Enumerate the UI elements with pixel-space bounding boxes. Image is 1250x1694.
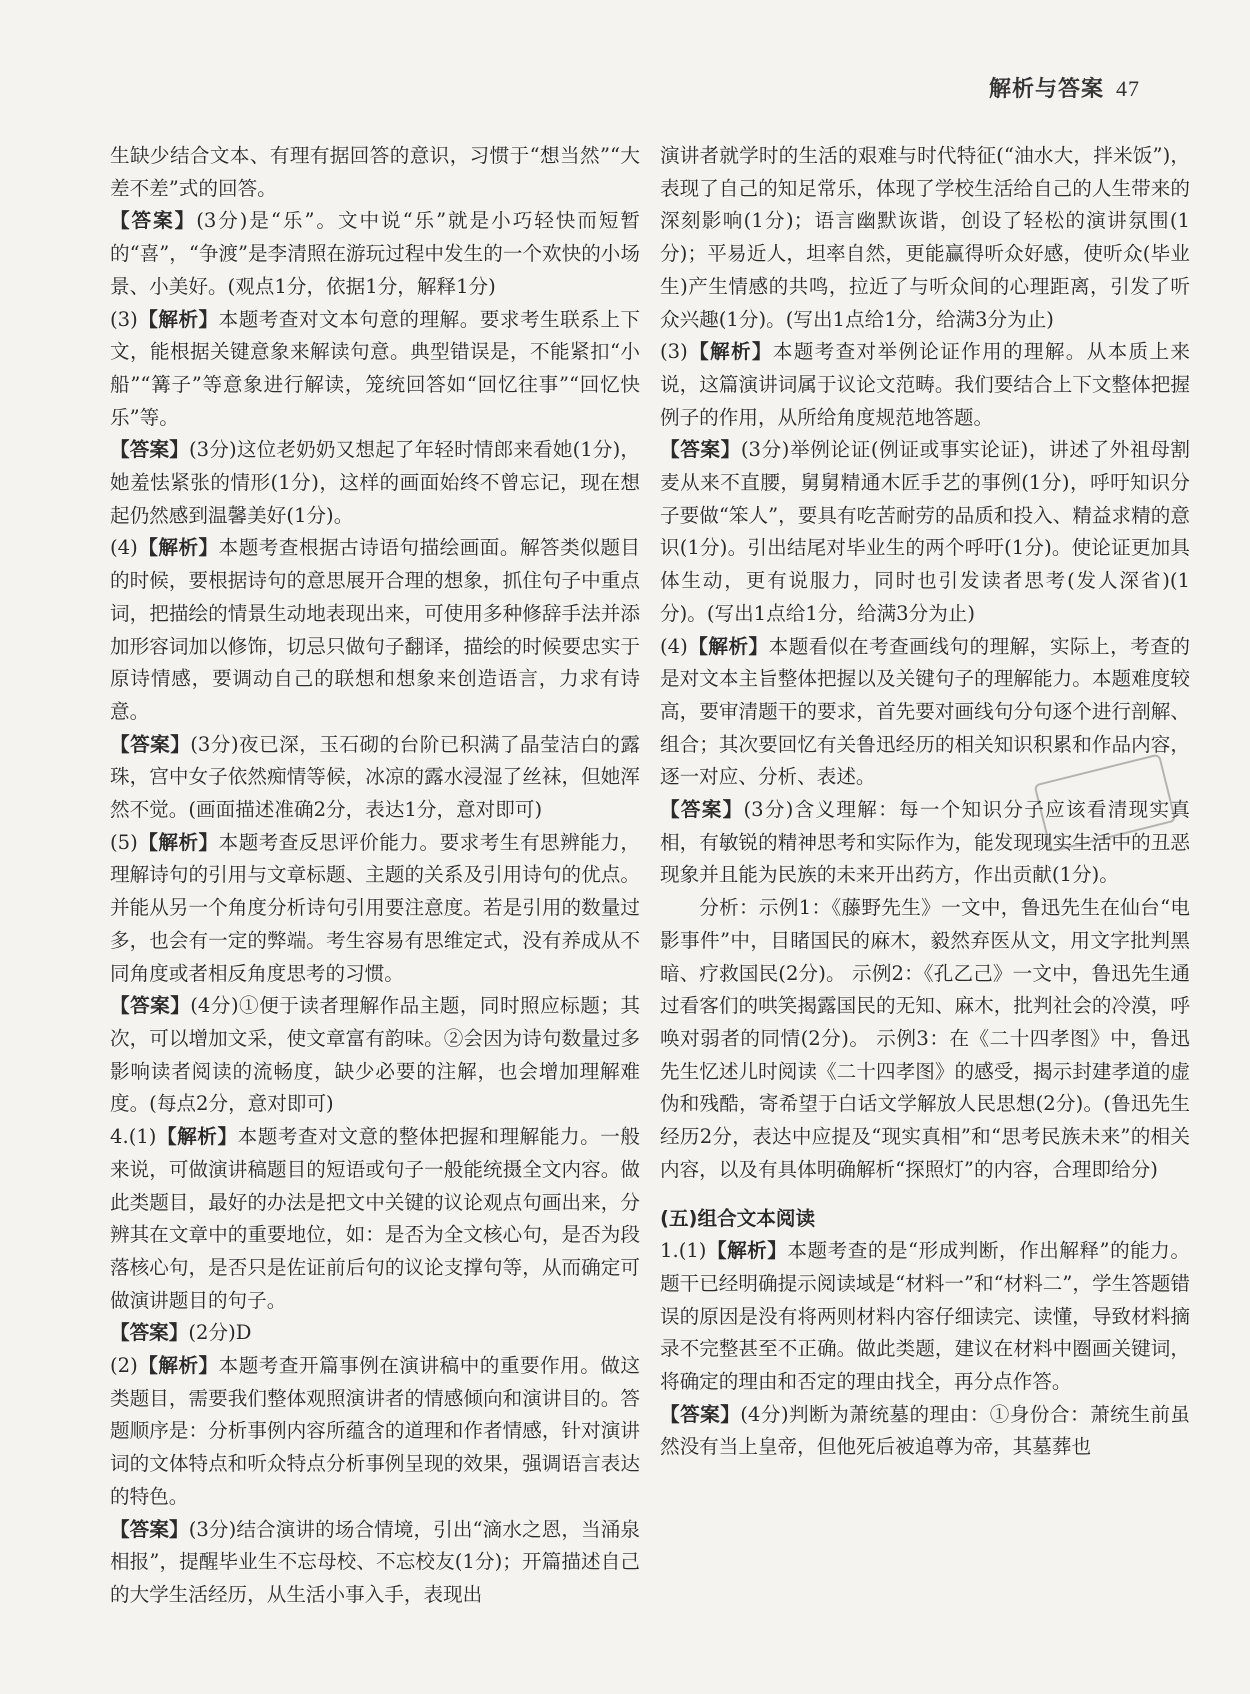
answer-tag: 【答案】: [110, 1517, 189, 1541]
paragraph-text: (4分)①便于读者理解作品主题，同时照应标题；其次，可以增加文采，使文章富有韵味。②会因为诗句数量过多影响读者阅读的流畅度，缺少必要的注解，也会增加理解难度。(每点2分，意对即可): [110, 994, 640, 1116]
paragraph-text: (3分)结合演讲的场合情境，引出“滴水之恩，当涌泉相报”，提醒毕业生不忘母校、不忘校友(1分)；开篇描述自己的大学生活经历，从生活小事入手，表现出: [110, 1517, 640, 1606]
answer-tag: 【解析】: [137, 307, 219, 331]
paragraph-text: (3分)含义理解：每一个知识分子应该看清现实真相，有敏锐的精神思考和实际作为，能发现现实生活中的丑恶现象并且能为民族的未来开出药方，作出贡献(1分)。: [660, 798, 1190, 887]
paragraph-text: 本题看似在考查画线句的理解，实际上，考查的是对文本主旨整体把握以及关键句子的理解能力。本题难度较高，要审清题干的要求，首先要对画线句分句逐个进行剖解、组合；其次要回忆有关鲁迅经历的相关知识积累和作品内容，逐一对应、分析、表述。: [660, 634, 1191, 789]
paragraph-text: (5): [110, 830, 138, 854]
paragraph-text: 本题考查对文意的整体把握和理解能力。一般来说，可做演讲稿题目的短语或句子一般能统摄全文内容。做此类题目，最好的办法是把文中关键的议论观点句画出来，分辨其在文章中的重要地位，如：是否为全文核心句，是否为段落核心句，是否只是佐证前后句的议论支撑句等，从而确定可做演讲题目的句子。: [110, 1125, 641, 1312]
answer-tag: 【答案】: [660, 438, 741, 462]
paragraph: [110, 1350, 640, 1514]
paragraph-text: (3分)是“乐”。文中说“乐”就是小巧轻快而短暂的“喜”，“争渡”是李清照在游玩过程中发生的一个欢快的小场景、小美好。(观点1分，依据1分，解释1分): [110, 209, 641, 298]
paragraph: [110, 827, 640, 991]
paragraph: [110, 1121, 640, 1317]
left-column: [110, 140, 640, 1612]
paragraph-text: (3分)夜已深，玉石砌的台阶已积满了晶莹洁白的露珠，宫中女子依然痴情等候，冰凉的露水浸湿了丝袜，但她浑然不觉。(画面描述准确2分，表达1分，意对即可): [110, 732, 640, 822]
paragraph-text: 1.(1): [660, 1239, 707, 1263]
paragraph-text: (3分)举例论证(例证或事实论证)，讲述了外祖母割麦从来不直腰，舅舅精通木匠手艺的事例(1分)，呼吁知识分子要做“笨人”，要具有吃苦耐劳的品质和投入、精益求精的意识(1分)。引出结尾对毕业生的两个呼吁(1分)。使论证更加具体生动，更有说服力，同时也引发读者思考(发人深省)(1分)。(写出1点给1分，给满3分为止): [660, 438, 1191, 625]
answer-tag: 【解析】: [137, 536, 219, 560]
answer-tag: 【答案】: [110, 994, 191, 1018]
paragraph-text: (4分)判断为萧统墓的理由：①身份合：萧统生前虽然没有当上皇帝，但他死后被追尊为帝，其墓葬也: [660, 1402, 1190, 1459]
paragraph-text: 分析：示例1：《藤野先生》一文中，鲁迅先生在仙台“电影事件”中，目睹国民的麻木，毅然弃医从文，用文字批判黑暗、疗救国民(2分)。 示例2：《孔乙己》一文中，鲁迅先生通过看客们的哄笑揭露国民的无知、麻木，批判社会的冷漠，呼唤对弱者的同情(2分)。 示例3：在《二十四孝图》中，鲁迅先生忆述儿时阅读《二十四孝图》的感受，揭示封建孝道的虚伪和残酷，寄希望于白话文学解放人民思想(2分)。(鲁迅先生经历2分，表达中应提及“现实真相”和“思考民族未来”的相关内容，以及有具体明确解析“探照灯”的内容，合理即给分): [660, 896, 1190, 1181]
section-title: [660, 1203, 1190, 1236]
paragraph: [110, 729, 640, 827]
paragraph: [110, 140, 640, 205]
paragraph-text: (3分)这位老奶奶又想起了年轻时情郎来看她(1分)，她羞怯紧张的情形(1分)，这样的画面始终不曾忘记，现在想起仍然感到温馨美好(1分)。: [110, 438, 641, 527]
paragraph-text: 本题考查反思评价能力。要求考生有思辨能力，理解诗句的引用与文章标题、主题的关系及引用诗句的优点。并能从另一个角度分析诗句引用要注意度。若是引用的数量过多，也会有一定的弊端。考生容易有思维定式，没有养成从不同角度或者相反角度思考的习惯。: [110, 830, 641, 985]
paragraph: [660, 1399, 1190, 1464]
paragraph-text: 本题考查对举例论证作用的理解。从本质上来说，这篇演讲词属于议论文范畴。我们要结合上下文整体把握例子的作用，从所给角度规范地答题。: [660, 340, 1191, 429]
header-title: 解析与答案: [988, 77, 1104, 102]
answer-tag: 【解析】: [156, 1125, 238, 1149]
paragraph-text: 演讲者就学时的生活的艰难与时代特征(“油水大，拌米饭”)，表现了自己的知足常乐，体现了学校生活给自己的人生带来的深刻影响(1分)；语言幽默诙谐，创设了轻松的演讲氛围(1分)；平易近人，坦率自然，更能赢得听众好感，使听众(毕业生)产生情感的共鸣，拉近了与听众间的心理距离，引发了听众兴趣(1分)。(写出1点给1分，给满3分为止): [660, 144, 1190, 331]
paragraph-text: 本题考查的是“形成判断，作出解释”的能力。题干已经明确提示阅读域是“材料一”和“材料二”，学生答题错误的原因是没有将两则材料内容仔细读完、读懂，导致材料摘录不完整甚至不正确。做此类题，建议在材料中圈画关键词，将确定的理由和否定的理由找全，再分点作答。: [660, 1239, 1190, 1394]
paragraph: [110, 990, 640, 1121]
paragraph: [660, 336, 1190, 434]
paragraph: [660, 892, 1190, 1186]
paragraph: [660, 1235, 1190, 1399]
paragraph: [110, 1514, 640, 1612]
page-header: [989, 72, 1140, 103]
paragraph: [110, 434, 640, 532]
answer-tag: 【答案】: [110, 438, 190, 462]
paragraph: [660, 140, 1190, 336]
answer-tag: 【解析】: [687, 634, 769, 658]
paragraph-text: (3): [110, 307, 138, 331]
answer-tag: 【答案】: [660, 798, 744, 822]
paragraph-text: 本题考查对文本句意的理解。要求考生联系上下文，能根据关键意象来解读句意。典型错误是，不能紧扣“小船”“篝子”等意象进行解读，笼统回答如“回忆往事”“回忆快乐”等。: [110, 307, 641, 429]
paragraph: [110, 1317, 640, 1350]
paragraph: [110, 205, 640, 303]
paragraph-text: (3): [660, 340, 688, 364]
paragraph-text: 生缺少结合文本、有理有据回答的意识，习惯于“想当然”“大差不差”式的回答。: [110, 144, 640, 200]
paragraph-text: (4): [660, 634, 688, 658]
answer-tag: 【解析】: [687, 340, 773, 364]
paragraph-text: (4): [110, 536, 138, 560]
paragraph-text: 本题考查开篇事例在演讲稿中的重要作用。做这类题目，需要我们整体观照演讲者的情感倾向和演讲目的。答题顺序是：分析事例内容所蕴含的道理和作者情感，针对演讲词的文体特点和听众特点分析事例呈现的效果，强调语言表达的特色。: [110, 1354, 641, 1508]
paragraph-text: (2): [110, 1354, 138, 1378]
paragraph-text: (2分)D: [188, 1321, 252, 1345]
answer-tag: 【答案】: [110, 209, 197, 233]
page-number: 47: [1116, 76, 1140, 101]
answer-tag: 【答案】: [110, 1321, 189, 1345]
paragraph: [660, 434, 1190, 630]
paragraph-text: 4.(1): [110, 1125, 157, 1149]
paragraph-text: 本题考查根据古诗语句描绘画面。解答类似题目的时候，要根据诗句的意思展开合理的想象，抓住句子中重点词，把描绘的情景生动地表现出来，可使用多种修辞手法并添加形容词加以修饰，切忌只做句子翻译，描绘的时候要忠实于原诗情感，要调动自己的联想和想象来创造语言，力求有诗意。: [110, 536, 641, 723]
paragraph: [110, 304, 640, 435]
answer-tag: 【解析】: [137, 830, 219, 854]
answer-tag: 【解析】: [706, 1239, 788, 1263]
answer-tag: 【答案】: [110, 732, 191, 756]
answer-tag: 【解析】: [137, 1354, 219, 1378]
paragraph: [110, 532, 640, 728]
paragraph-text: (五)组合文本阅读: [660, 1206, 816, 1230]
answer-tag: 【答案】: [660, 1402, 741, 1426]
